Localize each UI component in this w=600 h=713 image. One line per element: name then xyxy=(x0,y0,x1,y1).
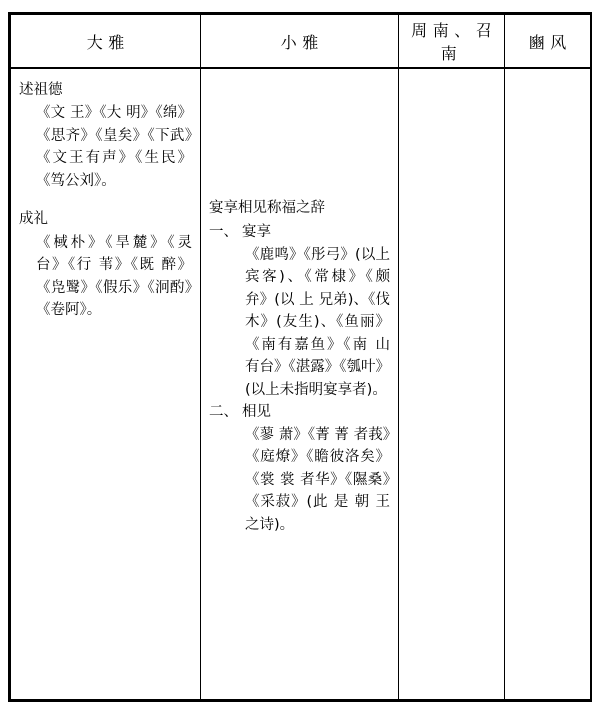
table-header-row xyxy=(11,15,591,69)
xiaoya-item-1-label: 一、 xyxy=(209,224,238,241)
column-header-xiaoya: 小雅 xyxy=(201,15,399,69)
xiaoya-item-2-title: 相见 xyxy=(242,404,271,421)
cell-binfeng xyxy=(505,68,591,700)
table xyxy=(10,14,591,700)
xiaoya-item-2-text: 《蓼 萧》《菁 菁 者莪》《庭燎》《瞻彼洛矣》《裳 裳 者华》《隰桑》《采菽》(此 是 朝 王之诗)。 xyxy=(245,426,390,533)
cell-daya xyxy=(11,68,201,700)
daya-section-title-2: 成礼 xyxy=(19,211,48,228)
xiaoya-lead-text: 宴享相见称福之辞 xyxy=(209,200,325,216)
xiaoya-item-2 xyxy=(209,401,390,423)
daya-section-body-1: 《文 王》《大 明》《绵》《思齐》《皇矣》《下武》《文王有声》《生民》《笃公刘》。 xyxy=(36,105,192,189)
xiaoya-item-1-text: 《鹿鸣》《彤弓》(以上宾客)、《常棣》《颇 弁》(以 上 兄弟)、《伐 木》(友生)、《鱼丽》《南有嘉鱼》《南 山 有台》《湛露》《瓠叶》(以上未指明宴享者)。 xyxy=(245,246,390,398)
column-header-daya: 大雅 xyxy=(11,15,201,69)
xiaoya-item-1-title: 宴享 xyxy=(242,224,271,241)
binfeng-content xyxy=(505,69,590,87)
table-body-row xyxy=(11,68,591,700)
xiaoya-top-spacer xyxy=(209,69,390,197)
zhounan-content xyxy=(399,69,504,87)
column-header-zhounan-shaonan: 周南、召南 xyxy=(399,15,505,69)
column-header-binfeng: 豳风 xyxy=(505,15,591,69)
daya-section-title-1: 述祖德 xyxy=(19,82,63,98)
cell-xiaoya xyxy=(201,68,399,700)
xiaoya-item-2-label: 二、 xyxy=(209,404,238,421)
poem-classification-table xyxy=(8,12,592,702)
xiaoya-item-1 xyxy=(209,221,390,243)
daya-section-body-2: 《棫朴》《旱麓》《灵 台》《行 苇》《既 醉》《凫鹥》《假乐》《泂酌》《卷阿》。 xyxy=(36,234,192,319)
cell-zhounan-shaonan xyxy=(399,68,505,700)
